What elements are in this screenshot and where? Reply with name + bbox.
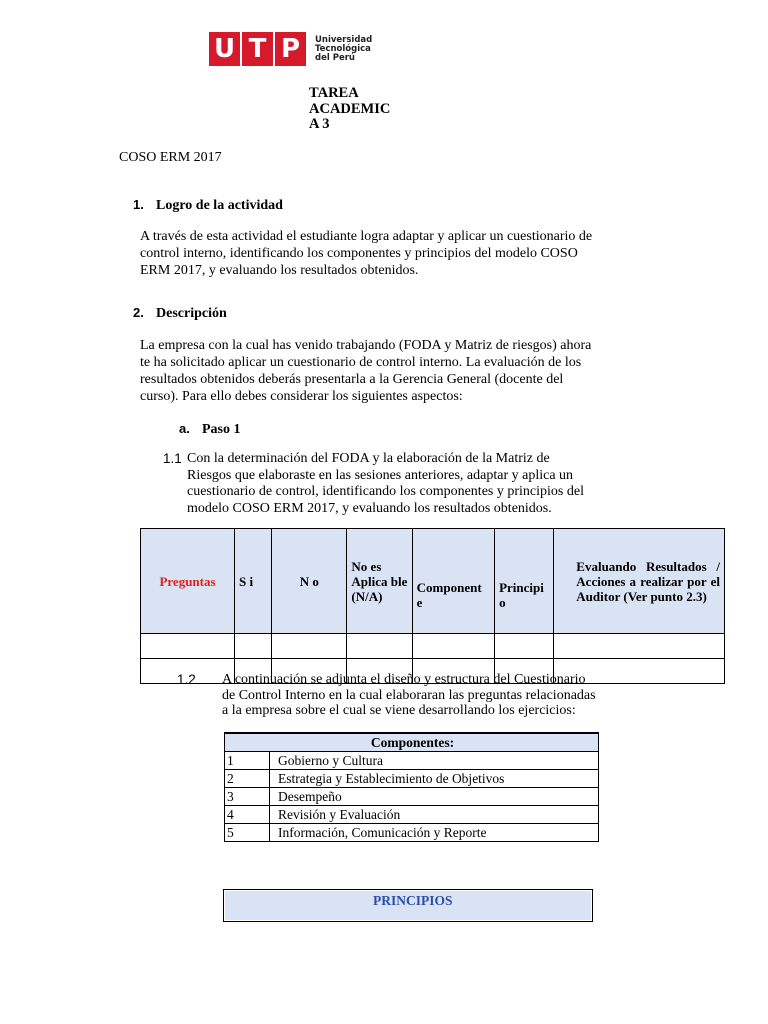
paragraph-line: A través de esta actividad el estudiante logra adaptar y aplicar un cuestionario de [140, 229, 593, 244]
table-header-row [141, 529, 725, 634]
header-no-aplica: No es Aplica ble (N/A) [347, 529, 412, 634]
section-2-heading [133, 305, 227, 322]
table-cell[interactable] [347, 634, 412, 659]
logo-text-line: Tecnológica [315, 43, 371, 54]
table-row [225, 788, 599, 806]
logo-text [315, 36, 372, 63]
component-number: 4 [225, 806, 270, 824]
component-name: Revisión y Evaluación [270, 806, 599, 824]
section-label: Descripción [156, 306, 227, 321]
header-componente: Component e [412, 529, 494, 634]
header-evaluando: Evaluando Resultados / Acciones a realizar por el Auditor (Ver punto 2.3) [554, 529, 725, 634]
paragraph-line: Riesgos que elaboraste en las sesiones anteriores, adaptar y aplica un [187, 467, 574, 483]
logo-text-line: del Perú [315, 52, 355, 63]
header-principio: Principi o [495, 529, 554, 634]
header-preguntas: Preguntas [141, 529, 235, 634]
header-no: N o [272, 529, 347, 634]
paragraph-line: control interno, identificando los componentes y principios del modelo COSO [140, 246, 578, 261]
components-header: Componentes: [225, 733, 599, 752]
step-a-heading [179, 421, 241, 438]
paragraph-line: resultados obtenidos deberás presentarla a la Gerencia General (docente del [140, 372, 564, 387]
title-line: TAREA [309, 85, 359, 101]
principles-header-box [223, 889, 593, 922]
component-name: Estrategia y Establecimiento de Objetivos [270, 770, 599, 788]
title-line: A 3 [309, 116, 330, 132]
item-1-1-paragraph [187, 451, 599, 517]
principles-header: PRINCIPIOS [373, 893, 453, 908]
component-number: 3 [225, 788, 270, 806]
component-number: 5 [225, 824, 270, 842]
step-number: a. [179, 421, 190, 436]
table-cell[interactable] [554, 634, 725, 659]
section-number: 2. [133, 305, 144, 320]
component-name: Desempeño [270, 788, 599, 806]
table-row [225, 806, 599, 824]
component-name: Información, Comunicación y Reporte [270, 824, 599, 842]
logo-letters [209, 32, 308, 66]
document-title [309, 86, 399, 133]
table-row [141, 634, 725, 659]
component-number: 2 [225, 770, 270, 788]
header-si: S i [235, 529, 272, 634]
section-1-heading [133, 197, 283, 214]
logo-letter-p: P [275, 32, 306, 66]
title-line: ACADEMIC [309, 100, 391, 117]
components-table [224, 732, 599, 842]
evaluation-table [140, 528, 725, 684]
step-label: Paso 1 [202, 422, 241, 437]
logo-text-line: Universidad [315, 34, 373, 45]
table-cell[interactable] [272, 634, 347, 659]
paragraph-line: modelo COSO ERM 2017, y evaluando los resultados obtenidos. [187, 500, 552, 516]
paragraph-line: cuestionario de control, identificando los componentes y principios del [187, 484, 584, 499]
paragraph-line: te ha solicitado aplicar un cuestionario de control interno. La evaluación de los [140, 355, 582, 370]
paragraph-line: Con la determinación del FODA y la elaboración de la Matriz de [187, 451, 550, 466]
component-number: 1 [225, 752, 270, 770]
component-name: Gobierno y Cultura [270, 752, 599, 770]
section-label: Logro de la actividad [156, 198, 283, 213]
item-1-2-number: 1.2 [177, 672, 196, 687]
logo-letter-t: T [242, 32, 273, 66]
item-1-2-paragraph [222, 672, 604, 719]
paragraph-line: La empresa con la cual has venido trabajando (FODA y Matriz de riesgos) ahora [140, 338, 592, 353]
table-cell[interactable] [495, 634, 554, 659]
paragraph-line: ERM 2017, y evaluando los resultados obtenidos. [140, 263, 419, 278]
section-number: 1. [133, 197, 144, 212]
table-cell[interactable] [141, 634, 235, 659]
logo-letter-u: U [209, 32, 240, 66]
item-1-1-number: 1.1 [163, 451, 182, 466]
section-2-paragraph [140, 337, 602, 405]
table-row [225, 752, 599, 770]
paragraph-line: a la empresa sobre el cual se viene desarrollando los ejercicios: [222, 703, 576, 718]
table-cell[interactable] [412, 634, 494, 659]
table-cell[interactable] [235, 634, 272, 659]
subject-line: COSO ERM 2017 [119, 150, 222, 165]
components-header-row [225, 733, 599, 752]
table-row [225, 770, 599, 788]
utp-logo [209, 32, 372, 66]
paragraph-line: de Control Interno en la cual elaboraran las preguntas relacionadas [222, 687, 596, 703]
section-1-paragraph [140, 228, 602, 279]
paragraph-line: curso). Para ello debes considerar los siguientes aspectos: [140, 389, 463, 404]
paragraph-line: A continuación se adjunta el diseño y estructura del Cuestionario [222, 672, 586, 687]
table-row [225, 824, 599, 842]
